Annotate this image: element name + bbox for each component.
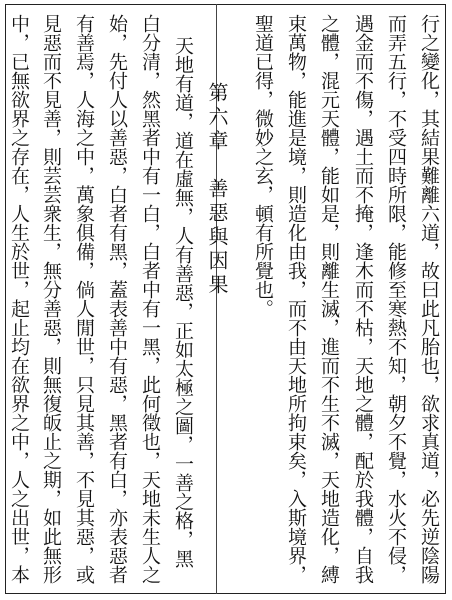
text-column: 白分清，然黑者中有一白，白者中有一黑，此何徵也，天地未生人之 [139,14,161,584]
text-column: 束萬物，能進是境，則造化由我，而不由天地所拘束矣，入斯境界， [285,14,307,584]
text-column: 天地有道，道在虛無，人有善惡，正如太極之圖，一善之格，黑 [172,36,194,568]
chapter-heading: 第六章 善惡與因果 [205,82,229,298]
text-column: 始，先付人以善惡，白者有黑，蓋表善中有惡，黑者有白，亦表惡者 [106,14,128,584]
text-column: 而弄五行，不受四時所限，能修至寒熱不知，朝夕不覺，水火不侵， [385,14,407,584]
text-column: 行之變化，其結果難離六道，故曰此凡胎也，欲求真道，必先逆陰陽 [418,14,440,584]
text-column: 有善焉，人海之中，萬象俱備，倘人閒世，只見其善，不見其惡，或 [73,14,95,584]
text-column: 之體，混元天體，能如是，則離生滅，進而不生不滅，天地造化，縛 [318,14,340,584]
text-column: 見惡而不見善，則芸芸衆生，無分善惡，則無復皈止之期，如此無形 [40,14,62,584]
text-column: 聖道已得，微妙之玄，頓有所覺也。 [252,14,274,318]
text-column: 遇金而不傷，遇土而不掩，逢木而不枯，天地之體，配於我體，自我 [352,14,374,584]
text-column: 中，已無欲界之存在，人生於世，起止均在欲界之中，人之出世，本 [8,14,30,584]
